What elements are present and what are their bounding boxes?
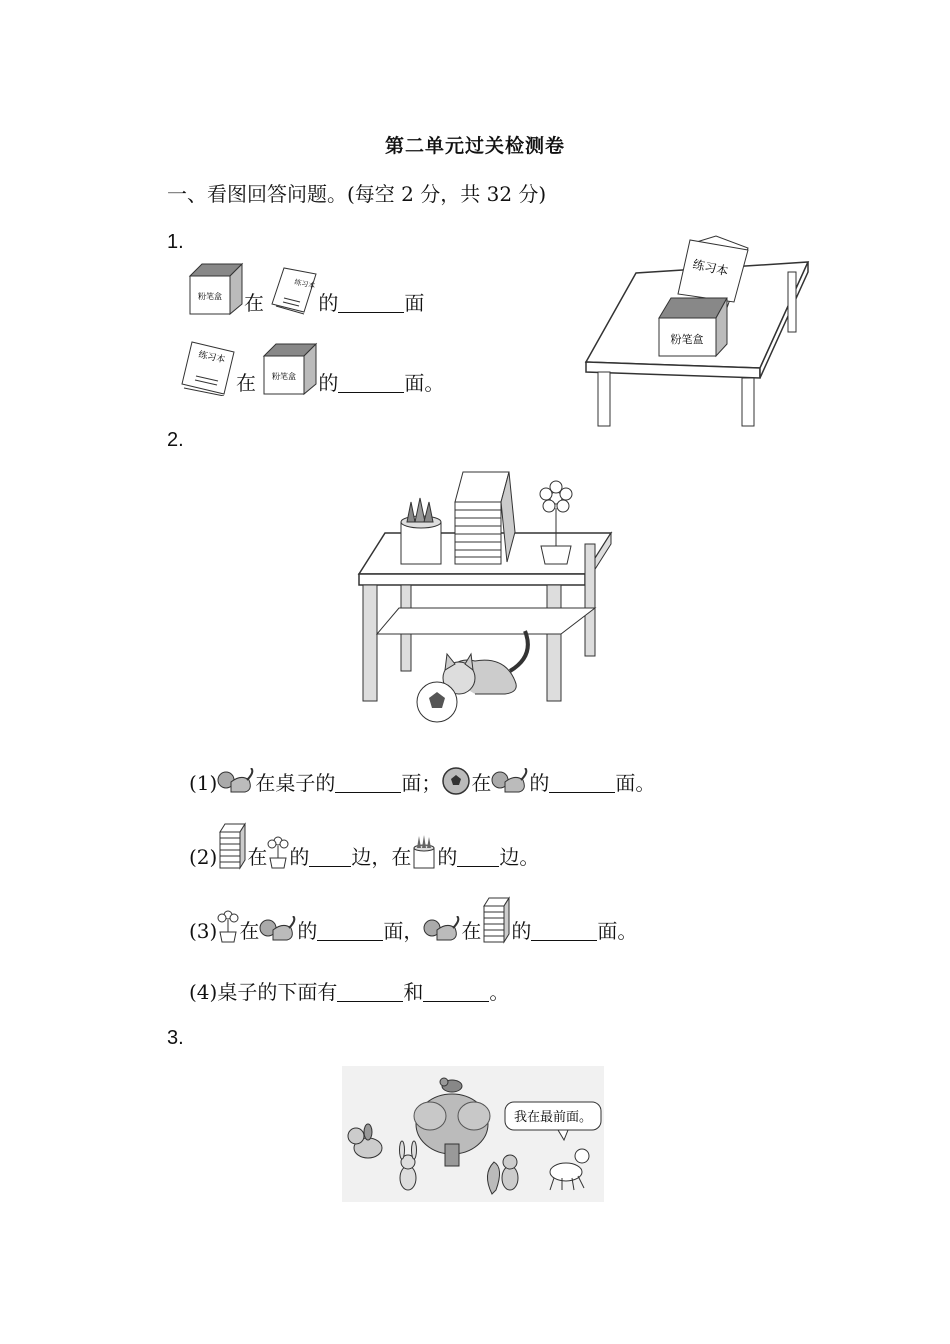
q2-line-4: (4)桌子的下面有 和 。 bbox=[189, 980, 510, 1004]
chalk-box-icon bbox=[262, 342, 318, 396]
q2-1-blank-1[interactable] bbox=[335, 771, 401, 793]
q2-2-blank-2[interactable] bbox=[457, 845, 499, 867]
speech-bubble-text: 我在最前面。 bbox=[513, 1110, 593, 1125]
q2-4-blank-2[interactable] bbox=[423, 980, 489, 1002]
cat-icon bbox=[423, 916, 461, 944]
q2-line-3: (3) 在 的 面， 在 的 面。 bbox=[189, 896, 637, 944]
book-stack-icon bbox=[481, 896, 511, 944]
box-label: 粉笔盒 bbox=[670, 333, 704, 346]
svg-text:练习本: 练习本 bbox=[197, 350, 226, 366]
q2-line-1: (1) 在桌子的 面； 在 的 面。 bbox=[189, 766, 655, 796]
cat-icon bbox=[259, 916, 297, 944]
page-title: 第二单元过关检测卷 bbox=[384, 135, 565, 157]
section-heading: 一、看图回答问题。(每空 2 分，共 32 分) bbox=[167, 182, 547, 206]
svg-text:练习本: 练习本 bbox=[293, 278, 317, 291]
exercise-book-icon bbox=[270, 264, 318, 316]
q2-2-blank-1[interactable] bbox=[309, 845, 351, 867]
chalk-box-icon bbox=[188, 262, 244, 316]
cat-icon bbox=[491, 768, 529, 796]
q2-3-blank-2[interactable] bbox=[531, 919, 597, 941]
q2-1-blank-2[interactable] bbox=[549, 771, 615, 793]
flower-pot-icon bbox=[217, 908, 239, 944]
ball-icon bbox=[441, 766, 471, 796]
q1-line-1: 粉笔盒 在 练习本 的 面 bbox=[188, 262, 424, 316]
q2-line-2: (2) 在 的 边，在 的 边。 bbox=[189, 822, 539, 870]
flower-pot-icon bbox=[267, 834, 289, 870]
q2-desk-illustration bbox=[355, 466, 615, 728]
svg-text:粉笔盒: 粉笔盒 bbox=[198, 292, 222, 301]
q1-desk-illustration bbox=[580, 228, 815, 433]
q1-blank-2[interactable] bbox=[338, 371, 404, 393]
exercise-book-icon bbox=[178, 340, 236, 396]
svg-text:粉笔盒: 粉笔盒 bbox=[272, 372, 297, 381]
q1-line-2: 练习本 在 粉笔盒 的 面。 bbox=[178, 340, 444, 396]
q1-blank-1[interactable] bbox=[338, 291, 404, 313]
question-1-number: 1. bbox=[167, 231, 184, 253]
question-3-number: 3. bbox=[167, 1027, 184, 1049]
pen-holder-icon bbox=[411, 834, 437, 870]
q2-4-blank-1[interactable] bbox=[337, 980, 403, 1002]
book-label: 练习本 bbox=[691, 257, 730, 279]
book-stack-icon bbox=[217, 822, 247, 870]
cat-icon bbox=[217, 768, 255, 796]
question-2-number: 2. bbox=[167, 429, 184, 451]
q2-3-blank-1[interactable] bbox=[317, 919, 383, 941]
q3-animals-illustration bbox=[342, 1066, 604, 1202]
